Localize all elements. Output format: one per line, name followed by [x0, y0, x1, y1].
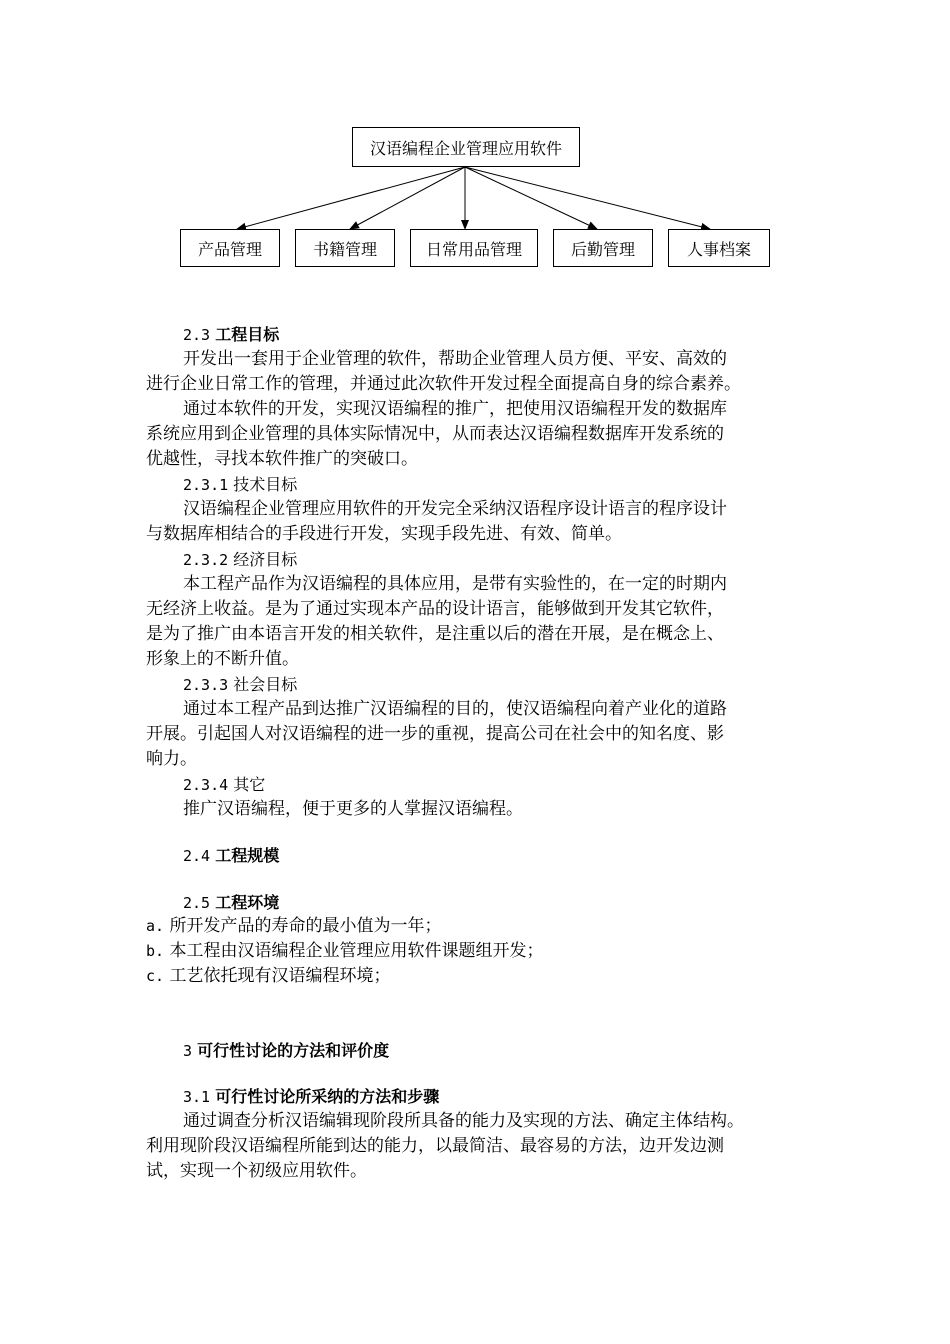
paragraph-line: 系统应用到企业管理的具体实际情况中，从而表达汉语编程数据库开发系统的 [146, 424, 724, 444]
arrow-to-personnel [465, 167, 710, 229]
paragraph-line: 与数据库相结合的手段进行开发，实现手段先进、有效、简单。 [146, 524, 622, 544]
list-item: c. 工艺依托现有汉语编程环境； [146, 966, 391, 986]
section-heading: 2.4 工程规模 [183, 846, 280, 865]
arrow-to-products [237, 167, 465, 229]
paragraph-line: 试，实现一个初级应用软件。 [146, 1161, 367, 1181]
paragraph-line: 形象上的不断升值。 [146, 649, 299, 669]
list-item: a. 所开发产品的寿命的最小值为一年； [146, 916, 442, 936]
list-item: b. 本工程由汉语编程企业管理应用软件课题组开发； [146, 941, 544, 961]
subsection-heading: 2.3.1 技术目标 [183, 475, 298, 494]
paragraph-line: 响力。 [146, 749, 197, 769]
subsection-heading: 2.3.2 经济目标 [183, 550, 298, 569]
paragraph-line: 汉语编程企业管理应用软件的开发完全采纳汉语程序设计语言的程序设计 [183, 499, 727, 519]
diagram-child-box: 书籍管理 [295, 229, 395, 267]
paragraph-line: 通过调查分析汉语编辑现阶段所具备的能力及实现的方法、确定主体结构。 [183, 1111, 744, 1131]
paragraph-line: 通过本工程产品到达推广汉语编程的目的，使汉语编程向着产业化的道路 [183, 699, 727, 719]
module-diagram [0, 0, 950, 290]
paragraph-line: 开发出一套用于企业管理的软件，帮助企业管理人员方便、平安、高效的 [183, 349, 727, 369]
paragraph-line: 进行企业日常工作的管理，并通过此次软件开发过程全面提高自身的综合素养。 [146, 374, 741, 394]
diagram-child-box: 后勤管理 [553, 229, 653, 267]
diagram-root-box: 汉语编程企业管理应用软件 [352, 127, 580, 167]
paragraph-line: 是为了推广由本语言开发的相关软件，是注重以后的潜在开展，是在概念上、 [146, 624, 724, 644]
arrow-to-logistics [465, 167, 597, 229]
subsection-heading: 2.3.4 其它 [183, 775, 266, 794]
section-heading: 2.3 工程目标 [183, 325, 280, 344]
section-heading: 3.1 可行性讨论所采纳的方法和步骤 [183, 1087, 440, 1106]
paragraph-line: 无经济上收益。是为了通过实现本产品的设计语言，能够做到开发其它软件， [146, 599, 724, 619]
diagram-child-box: 日常用品管理 [410, 229, 538, 267]
arrow-to-books [350, 167, 465, 229]
paragraph-line: 通过本软件的开发，实现汉语编程的推广，把使用汉语编程开发的数据库 [183, 399, 727, 419]
subsection-heading: 2.3.3 社会目标 [183, 675, 298, 694]
paragraph-line: 利用现阶段汉语编程所能到达的能力，以最简洁、最容易的方法，边开发边测 [146, 1136, 724, 1156]
paragraph-line: 推广汉语编程，便于更多的人掌握汉语编程。 [183, 799, 523, 819]
paragraph-line: 本工程产品作为汉语编程的具体应用，是带有实验性的，在一定的时期内 [183, 574, 727, 594]
paragraph-line: 优越性，寻找本软件推广的突破口。 [146, 449, 418, 469]
diagram-child-box: 产品管理 [180, 229, 280, 267]
chapter-heading: 3 可行性讨论的方法和评价度 [183, 1041, 390, 1060]
diagram-child-box: 人事档案 [668, 229, 770, 267]
section-heading: 2.5 工程环境 [183, 893, 280, 912]
paragraph-line: 开展。引起国人对汉语编程的进一步的重视，提高公司在社会中的知名度、影 [146, 724, 724, 744]
